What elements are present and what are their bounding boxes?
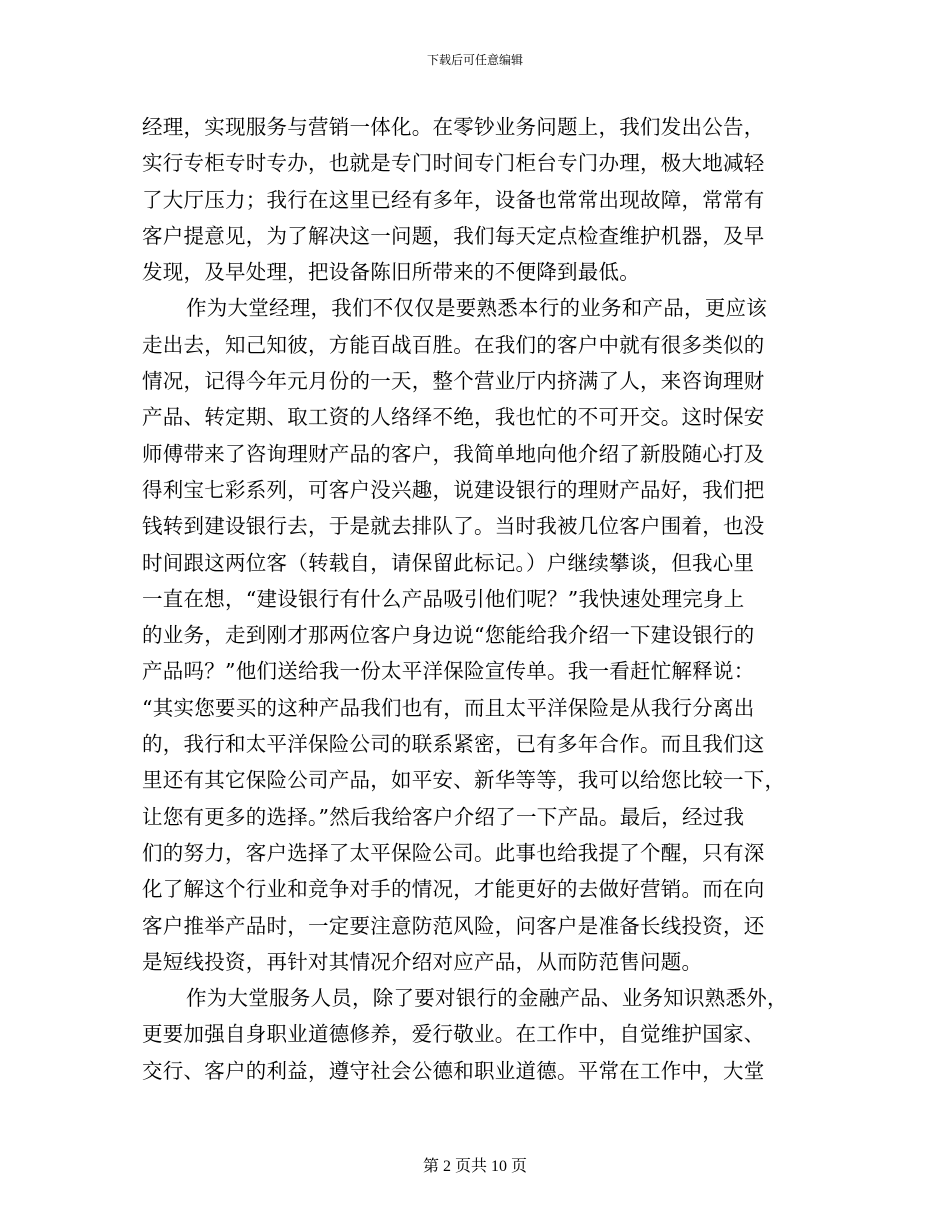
text-line: 产品、转定期、取工资的人络绎不绝，我也忙的不可开交。这时保安 xyxy=(142,405,765,430)
text-line: 实行专柜专时专办，也就是专门时间专门柜台专门办理，极大地减轻 xyxy=(142,151,765,176)
page-header-note: 下载后可任意编辑 xyxy=(426,53,523,67)
text-line: 了大厅压力；我行在这里已经有多年，设备也常常出现故障，常常有 xyxy=(142,187,765,212)
text-line: 时间跟这两位客（转载自，请保留此标记。）户继续攀谈，但我心里 xyxy=(142,550,755,575)
text-line: 钱转到建设银行去，于是就去排队了。当时我被几位客户围着，也没 xyxy=(142,514,765,539)
text-line: 让您有更多的选择。”然后我给客户介绍了一下产品。最后，经过我 xyxy=(142,804,745,829)
text-line: 一直在想，“建设银行有什么产品吸引他们呢？”我快速处理完身上 xyxy=(142,586,745,611)
text-line: 化了解这个行业和竞争对手的情况，才能更好的去做好营销。而在向 xyxy=(142,877,765,902)
text-line: 情况，记得今年元月份的一天，整个营业厅内挤满了人，来咨询理财 xyxy=(142,369,765,394)
text-line: 师傅带来了咨询理财产品的客户，我简单地向他介绍了新股随心打及 xyxy=(142,441,765,466)
page-number: 第 2 页共 10 页 xyxy=(422,1158,527,1175)
text-line: 经理，实现服务与营销一体化。在零钞业务问题上，我们发出公告， xyxy=(142,115,765,139)
text-line: 里还有其它保险公司产品，如平安、新华等等，我可以给您比较一下， xyxy=(142,768,786,793)
text-line: 的，我行和太平洋保险公司的联系紧密，已有多年合作。而且我们这 xyxy=(142,732,765,757)
text-line: 作为大堂经理，我们不仅仅是要熟悉本行的业务和产品，更应该 xyxy=(186,296,767,321)
paragraph xyxy=(142,109,818,290)
text-line: 的业务，走到刚才那两位客户身边说“您能给我介绍一下建设银行的 xyxy=(142,623,755,648)
text-line: 得利宝七彩系列，可客户没兴趣，说建设银行的理财产品好，我们把 xyxy=(142,477,765,502)
text-line: 更要加强自身职业道德修养，爱行敬业。在工作中，自觉维护国家、 xyxy=(142,1022,765,1047)
text-line: 客户推举产品时，一定要注意防范风险，问客户是准备长线投资，还 xyxy=(142,913,765,938)
text-line: 走出去，知己知彼，方能百战百胜。在我们的客户中就有很多类似的 xyxy=(142,332,765,357)
paragraph xyxy=(142,290,818,980)
text-line: 作为大堂服务人员，除了要对银行的金融产品、业务知识熟悉外， xyxy=(186,986,788,1011)
text-line: 交行、客户的利益，遵守社会公德和职业道德。平常在工作中，大堂 xyxy=(142,1058,765,1083)
text-line: 是短线投资，再针对其情况介绍对应产品，从而防范售问题。 xyxy=(142,949,703,974)
text-line: “其实您要买的这种产品我们也有，而且太平洋保险是从我行分离出 xyxy=(142,695,755,720)
text-line: 发现，及早处理，把设备陈旧所带来的不便降到最低。 xyxy=(142,260,640,285)
document-body xyxy=(142,109,818,1089)
paragraph xyxy=(142,980,818,1089)
text-line: 产品吗？”他们送给我一份太平洋保险宣传单。我一看赶忙解释说： xyxy=(142,659,755,684)
text-line: 们的努力，客户选择了太平保险公司。此事也给我提了个醒，只有深 xyxy=(142,840,765,865)
text-line: 客户提意见，为了解决这一问题，我们每天定点检查维护机器，及早 xyxy=(142,223,765,248)
